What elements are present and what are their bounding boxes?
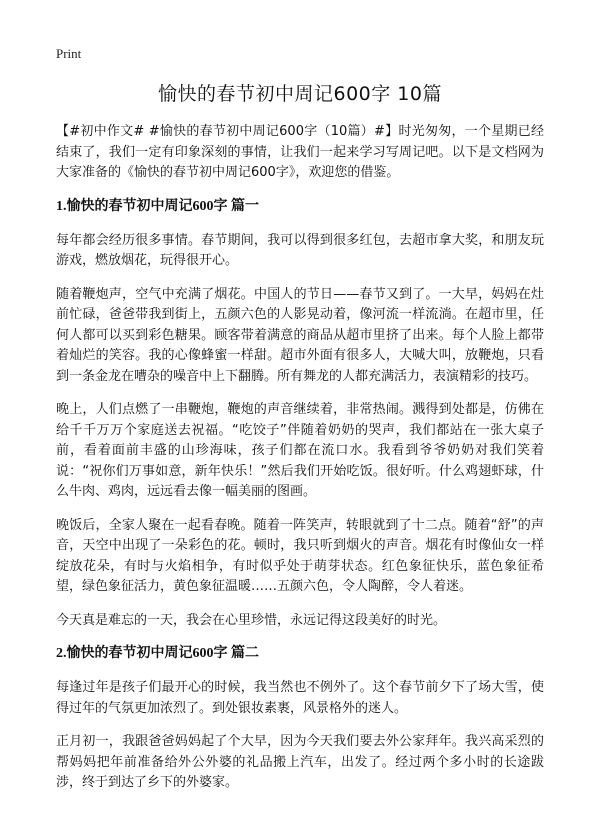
section1-paragraph-5: 今天真是难忘的一天，我会在心里珍惜，永远记得这段美好的时光。 — [56, 612, 447, 628]
section-heading-2: 2.愉快的春节初中周记600字 篇二 — [56, 646, 259, 661]
section2-paragraph-1: 每逢过年是孩子们最开心的时候，我当然也不例外了。这个春节前夕下了场大雪，使得过年的气氛更加浓烈了。到处银妆素裹，风景格外的迷人。 — [56, 680, 544, 716]
section1-paragraph-3: 晚上，人们点燃了一串鞭炮，鞭炮的声音继续着，非常热闹。溅得到处都是，仿佛在给千千万万个家庭送去祝福。“吃饺子”伴随着奶奶的哭声，我们都站在一张大桌子前，看着面前丰盛的山珍海味，孩子们都在流口水。我看到爷爷奶奶对我们笑着说：“祝你们万事如意，新年快乐！”然后我们开始吃饭。很好听。什么鸡翅虾球，什么牛肉、鸡肉，远远看去像一幅美丽的图画。 — [56, 402, 544, 499]
section1-paragraph-4: 晚饭后，全家人聚在一起看春晚。随着一阵笑声，转眼就到了十二点。随着“舒”的声音，天空中出现了一朵彩色的花。顿时，我只听到烟火的声音。烟花有时像仙女一样绽放花朵，有时与火焰相争，有时似乎处于萌芽状态。红色象征快乐，蓝色象征希望，绿色象征活力，黄色象征温暖……五颜六色，令人陶醉，令人着迷。 — [56, 517, 544, 594]
section-heading-1: 1.愉快的春节初中周记600字 篇一 — [56, 198, 259, 214]
section1-paragraph-2: 随着鞭炮声，空气中充满了烟花。中国人的节日——春节又到了。一大早，妈妈在灶前忙碌，爸爸带我到街上，五颜六色的人影晃动着，像河流一样流淌。在超市里，任何人都可以买到彩色糖果。顾客带着满意的商品从超市里挤了出来。每个人脸上都带着灿烂的笑容。我的心像蜂蜜一样甜。超市外面有很多人，大喊大叫，放鞭炮，只看到一条金龙在嘈杂的噪音中上下翻腾。所有舞龙的人都充满活力，表演精彩的技巧。 — [56, 286, 544, 384]
section1-paragraph-1: 每年都会经历很多事情。春节期间，我可以得到很多红包，去超市拿大奖，和朋友玩游戏，燃放烟花，玩得很开心。 — [56, 232, 544, 268]
page-title: 愉快的春节初中周记600字 10篇 — [158, 83, 442, 105]
print-link[interactable]: Print — [56, 46, 82, 61]
section2-paragraph-2: 正月初一，我跟爸爸妈妈起了个大早，因为今天我们要去外公家拜年。我兴高采烈的帮妈妈把年前准备给外公外婆的礼品搬上汽车，出发了。经过两个多小时的长途跋涉，终于到达了乡下的外婆家。 — [56, 734, 544, 790]
intro-paragraph: 【#初中作文# #愉快的春节初中周记600字（10篇）#】时光匆匆，一个星期已经结束了，我们一定有印象深刻的事情，让我们一起来学习写周记吧。以下是文档网为大家准备的《愉快的春节初中周记600字》，欢迎您的借鉴。 — [56, 124, 544, 180]
